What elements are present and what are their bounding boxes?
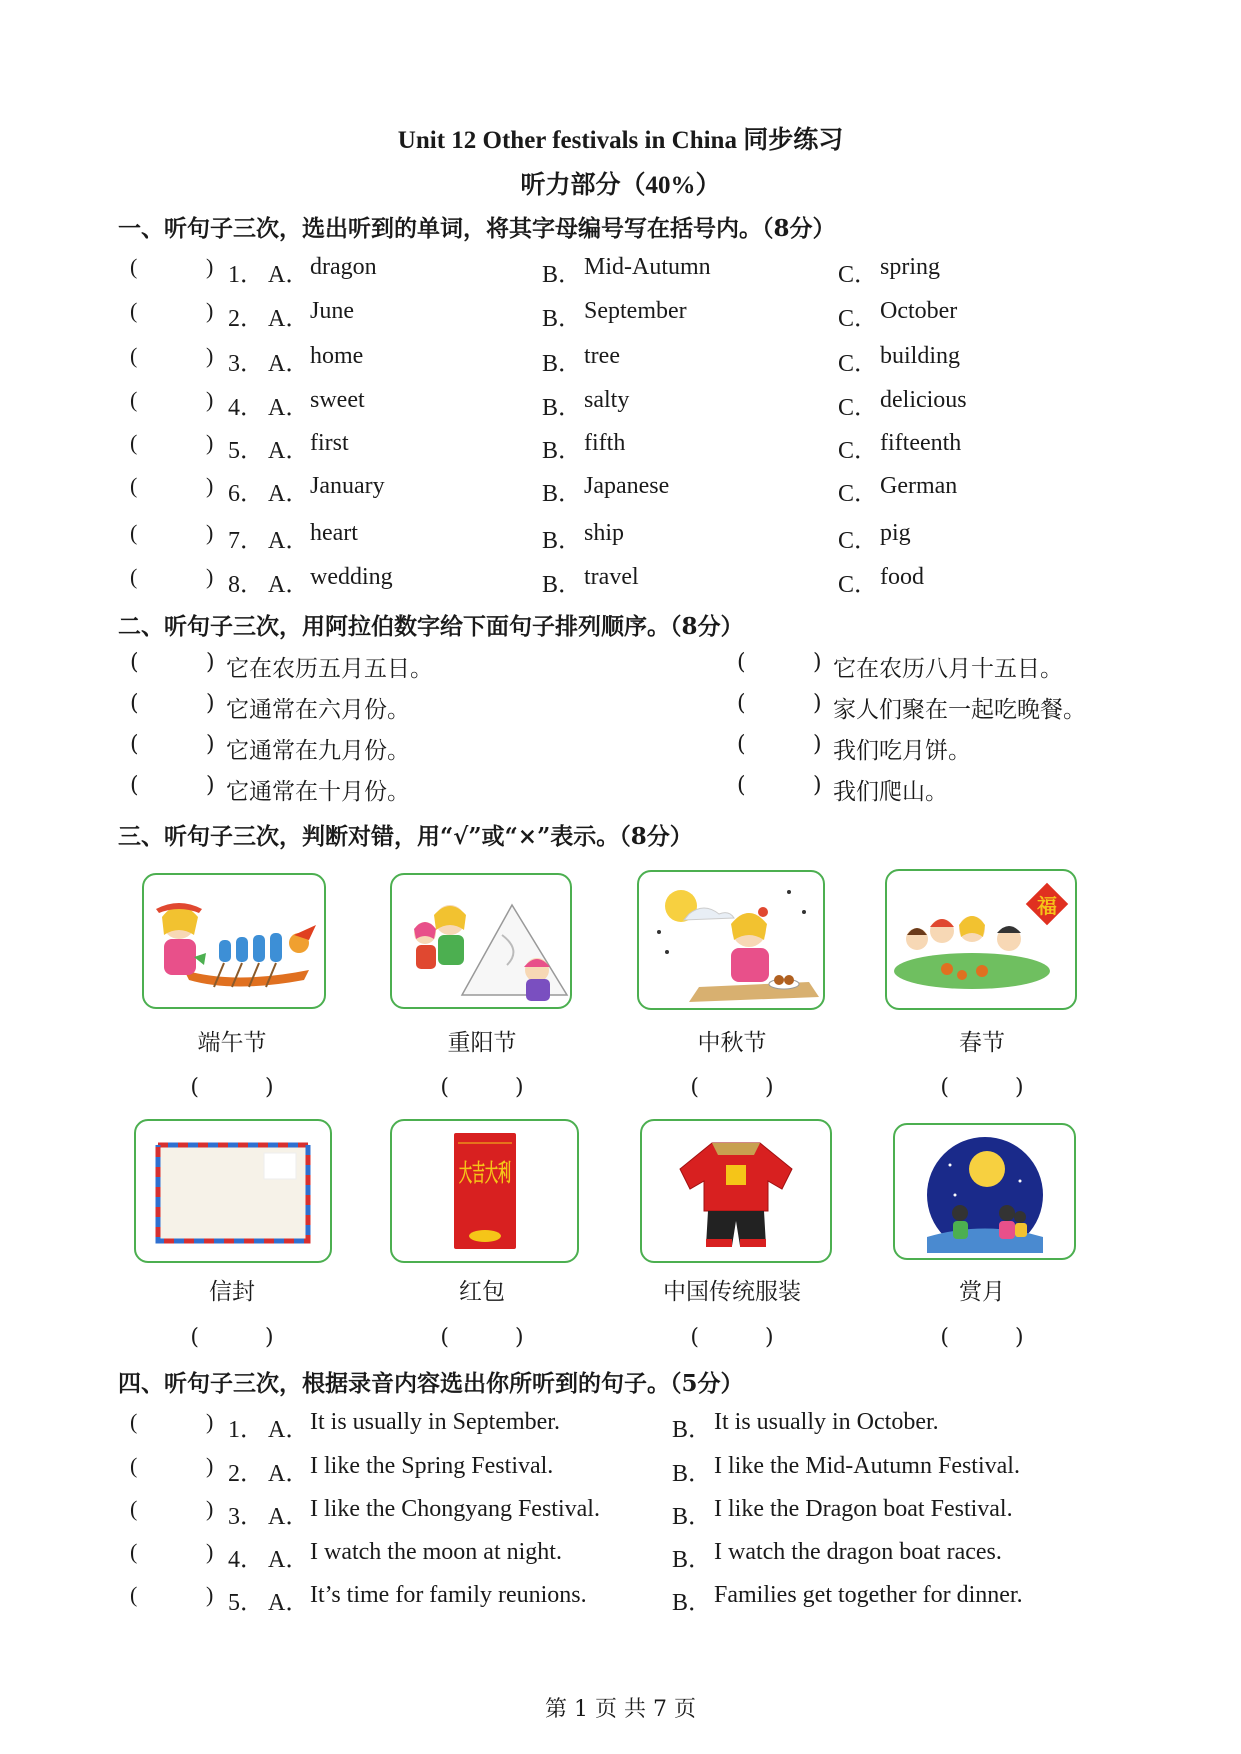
ordering-sentence: 我们吃月饼。: [833, 738, 971, 764]
option-b-text: Families get together for dinner.: [714, 1582, 1023, 1608]
option-b-text: tree: [584, 343, 620, 369]
answer-bracket[interactable]: ( ): [190, 1075, 274, 1100]
answer-bracket-left[interactable]: (: [130, 520, 138, 545]
option-b-letter: B．: [542, 306, 583, 332]
answer-bracket-left[interactable]: (: [737, 732, 746, 757]
answer-bracket[interactable]: ( ): [190, 1325, 274, 1350]
ordering-sentence: 它在农历八月十五日。: [833, 656, 1063, 682]
question-number: 2．: [228, 306, 264, 332]
option-b-letter: B．: [672, 1504, 713, 1530]
red-packet-badge-text: 大吉大利: [459, 1158, 511, 1187]
question-row: [130, 1409, 1130, 1441]
question-row: [130, 254, 1130, 286]
option-c-text: food: [880, 564, 924, 590]
option-c-letter: C．: [838, 572, 879, 598]
answer-bracket-right: ): [813, 773, 822, 798]
caption-spring-festival: 春节: [959, 1030, 1005, 1056]
question-number: 4．: [228, 1547, 264, 1573]
option-c-letter: C．: [838, 481, 879, 507]
question-row: [130, 343, 1130, 375]
answer-bracket[interactable]: ( ): [690, 1075, 774, 1100]
answer-bracket-left[interactable]: (: [130, 732, 139, 757]
option-a-letter: A．: [268, 528, 310, 554]
section4-heading: 四、听句子三次，根据录音内容选出你所听到的句子。（5分）: [118, 1370, 744, 1397]
answer-bracket-right: ): [206, 732, 215, 757]
ordering-sentence: 我们爬山。: [833, 779, 948, 805]
question-number: 1．: [228, 262, 264, 288]
option-c-text: spring: [880, 254, 940, 280]
answer-bracket-left[interactable]: (: [130, 298, 138, 323]
answer-bracket-right: ): [206, 564, 214, 589]
caption-envelope: 信封: [209, 1279, 255, 1305]
answer-bracket-right: ): [206, 254, 214, 279]
option-a-text: January: [310, 473, 385, 499]
option-a-text: June: [310, 298, 354, 324]
option-a-letter: A．: [268, 351, 310, 377]
question-row: [130, 387, 1130, 419]
answer-bracket-left[interactable]: (: [130, 254, 138, 279]
ordering-sentence: 家人们聚在一起吃晚餐。: [833, 697, 1086, 723]
option-a-text: It’s time for family reunions.: [310, 1582, 587, 1608]
option-c-text: October: [880, 298, 958, 324]
fu-badge-text: 福: [1037, 894, 1057, 918]
answer-bracket-right: ): [206, 1409, 214, 1434]
ordering-sentence: 它在农历五月五日。: [226, 656, 433, 682]
question-row: [130, 1539, 1130, 1571]
answer-bracket-right: ): [813, 732, 822, 757]
answer-bracket-left[interactable]: (: [130, 564, 138, 589]
answer-bracket[interactable]: ( ): [440, 1075, 524, 1100]
caption-chongyang: 重阳节: [447, 1030, 517, 1056]
answer-bracket-right: ): [206, 1539, 214, 1564]
answer-bracket-left[interactable]: (: [130, 1496, 138, 1521]
option-c-letter: C．: [838, 438, 879, 464]
answer-bracket-right: ): [206, 1496, 214, 1521]
option-b-letter: B．: [672, 1417, 713, 1443]
answer-bracket-left[interactable]: (: [130, 387, 138, 412]
question-number: 4．: [228, 395, 264, 421]
question-number: 8．: [228, 572, 264, 598]
answer-bracket[interactable]: ( ): [440, 1325, 524, 1350]
option-c-letter: C．: [838, 528, 879, 554]
option-a-text: heart: [310, 520, 358, 546]
answer-bracket-left[interactable]: (: [130, 1582, 138, 1607]
question-row: [130, 564, 1130, 596]
option-b-letter: B．: [542, 572, 583, 598]
answer-bracket[interactable]: ( ): [940, 1075, 1024, 1100]
option-a-text: first: [310, 430, 349, 456]
option-a-text: home: [310, 343, 364, 369]
answer-bracket-right: ): [206, 1582, 214, 1607]
option-c-letter: C．: [838, 351, 879, 377]
option-b-text: ship: [584, 520, 625, 546]
option-b-text: It is usually in October.: [714, 1409, 939, 1435]
option-b-letter: B．: [672, 1547, 713, 1573]
option-a-text: I like the Chongyang Festival.: [310, 1496, 600, 1522]
answer-bracket-right: ): [206, 691, 215, 716]
answer-bracket-left[interactable]: (: [737, 773, 746, 798]
answer-bracket-right: ): [813, 691, 822, 716]
caption-moon-watching: 赏月: [959, 1279, 1005, 1305]
question-number: 5．: [228, 438, 264, 464]
page-title: Unit 12 Other festivals in China 同步练习: [397, 127, 844, 154]
option-c-text: delicious: [880, 387, 967, 413]
mountain-climbing-picture: [390, 873, 572, 1009]
option-a-letter: A．: [268, 306, 310, 332]
answer-bracket-left[interactable]: (: [130, 1539, 138, 1564]
question-row: [130, 1496, 1130, 1528]
answer-bracket-left[interactable]: (: [737, 650, 746, 675]
envelope-picture: [134, 1119, 332, 1263]
ordering-row: [130, 732, 610, 764]
ordering-sentence: 它通常在九月份。: [226, 738, 410, 764]
answer-bracket-right: ): [206, 650, 215, 675]
answer-bracket-right: ): [206, 298, 214, 323]
page-subtitle: 听力部分（40%）: [520, 172, 721, 199]
question-row: [130, 298, 1130, 330]
option-b-text: I like the Mid-Autumn Festival.: [714, 1453, 1020, 1479]
option-c-text: fifteenth: [880, 430, 962, 456]
ordering-row: [737, 732, 1217, 764]
option-c-text: pig: [880, 520, 911, 546]
option-b-letter: B．: [542, 351, 583, 377]
option-c-letter: C．: [838, 262, 879, 288]
ordering-sentence: 它通常在十月份。: [226, 779, 410, 805]
mooncake-picture: [637, 870, 825, 1010]
option-c-letter: C．: [838, 395, 879, 421]
option-a-letter: A．: [268, 262, 310, 288]
answer-bracket-right: ): [206, 773, 215, 798]
question-row: [130, 473, 1130, 505]
option-b-text: fifth: [584, 430, 626, 456]
option-b-letter: B．: [542, 262, 583, 288]
red-packet-picture: [390, 1119, 579, 1263]
answer-bracket-left[interactable]: (: [130, 473, 138, 498]
answer-bracket-left[interactable]: (: [130, 1453, 138, 1478]
question-number: 2．: [228, 1461, 264, 1487]
section2-heading: 二、听句子三次，用阿拉伯数字给下面句子排列顺序。（8分）: [118, 613, 744, 640]
ordering-row: [737, 650, 1217, 682]
option-b-text: I like the Dragon boat Festival.: [714, 1496, 1013, 1522]
question-row: [130, 430, 1130, 462]
option-c-letter: C．: [838, 306, 879, 332]
answer-bracket-right: ): [206, 430, 214, 455]
option-a-text: I like the Spring Festival.: [310, 1453, 554, 1479]
answer-bracket-right: ): [206, 343, 214, 368]
dragon-boat-picture: [142, 873, 326, 1009]
answer-bracket-right: ): [813, 650, 822, 675]
option-b-letter: B．: [542, 395, 583, 421]
option-a-letter: A．: [268, 1590, 310, 1616]
option-b-letter: B．: [672, 1590, 713, 1616]
option-b-text: Japanese: [584, 473, 670, 499]
option-a-text: wedding: [310, 564, 393, 590]
answer-bracket[interactable]: ( ): [690, 1325, 774, 1350]
answer-bracket-left[interactable]: (: [130, 1409, 138, 1434]
question-number: 7．: [228, 528, 264, 554]
option-b-letter: B．: [542, 481, 583, 507]
option-a-text: dragon: [310, 254, 377, 280]
question-number: 6．: [228, 481, 264, 507]
option-a-letter: A．: [268, 481, 310, 507]
moon-watching-picture: [893, 1123, 1076, 1260]
option-a-letter: A．: [268, 1504, 310, 1530]
option-a-letter: A．: [268, 1417, 310, 1443]
option-b-letter: B．: [542, 438, 583, 464]
option-b-text: travel: [584, 564, 639, 590]
question-row: [130, 1453, 1130, 1485]
option-b-text: Mid-Autumn: [584, 254, 711, 280]
ordering-row: [737, 773, 1217, 805]
caption-mid-autumn: 中秋节: [697, 1030, 767, 1056]
traditional-clothes-picture: [640, 1119, 832, 1263]
answer-bracket-right: ): [206, 473, 214, 498]
answer-bracket-left[interactable]: (: [130, 773, 139, 798]
option-a-text: sweet: [310, 387, 365, 413]
answer-bracket-right: ): [206, 387, 214, 412]
question-row: [130, 1582, 1130, 1614]
answer-bracket-left[interactable]: (: [737, 691, 746, 716]
answer-bracket[interactable]: ( ): [940, 1325, 1024, 1350]
option-a-letter: A．: [268, 395, 310, 421]
option-a-letter: A．: [268, 438, 310, 464]
caption-dragon-boat: 端午节: [197, 1030, 267, 1056]
option-b-letter: B．: [542, 528, 583, 554]
answer-bracket-left[interactable]: (: [130, 650, 139, 675]
caption-red-packet: 红包: [459, 1279, 505, 1305]
question-number: 5．: [228, 1590, 264, 1616]
answer-bracket-left[interactable]: (: [130, 691, 139, 716]
ordering-row: [737, 691, 1217, 723]
page-footer: 第 1 页 共 7 页: [545, 1697, 696, 1722]
ordering-row: [130, 773, 610, 805]
question-number: 3．: [228, 1504, 264, 1530]
option-a-letter: A．: [268, 1547, 310, 1573]
option-a-text: It is usually in September.: [310, 1409, 560, 1435]
option-a-letter: A．: [268, 572, 310, 598]
section1-heading: 一、听句子三次，选出听到的单词，将其字母编号写在括号内。（8分）: [118, 215, 836, 242]
option-b-letter: B．: [672, 1461, 713, 1487]
option-c-text: German: [880, 473, 958, 499]
option-b-text: salty: [584, 387, 630, 413]
question-row: [130, 520, 1130, 552]
option-b-text: September: [584, 298, 687, 324]
ordering-sentence: 它通常在六月份。: [226, 697, 410, 723]
answer-bracket-left[interactable]: (: [130, 343, 138, 368]
question-number: 3．: [228, 351, 264, 377]
ordering-row: [130, 650, 610, 682]
caption-traditional-clothes: 中国传统服装: [663, 1279, 801, 1305]
ordering-row: [130, 691, 610, 723]
option-c-text: building: [880, 343, 961, 369]
section3-heading: 三、听句子三次，判断对错，用“√”或“×”表示。（8分）: [118, 823, 693, 850]
question-number: 1．: [228, 1417, 264, 1443]
answer-bracket-right: ): [206, 1453, 214, 1478]
option-b-text: I watch the dragon boat races.: [714, 1539, 1002, 1565]
answer-bracket-right: ): [206, 520, 214, 545]
family-dinner-picture: [885, 869, 1077, 1010]
option-a-text: I watch the moon at night.: [310, 1539, 562, 1565]
option-a-letter: A．: [268, 1461, 310, 1487]
answer-bracket-left[interactable]: (: [130, 430, 138, 455]
